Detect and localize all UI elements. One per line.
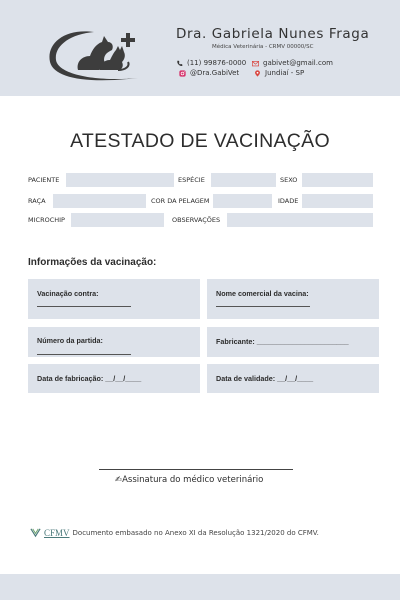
nome-comercial-label: Nome comercial da vacina: — [216, 289, 309, 298]
idade-field[interactable] — [302, 194, 373, 208]
document-title: ATESTADO DE VACINAÇÃO — [70, 130, 330, 152]
card-vacinacao-contra[interactable] — [28, 279, 200, 319]
vacinacao-contra-label: Vacinação contra: — [37, 289, 99, 298]
cfmv-logo-icon — [30, 527, 41, 538]
doctor-credential: Médica Veterinária - CRMV 00000/SC — [212, 44, 314, 50]
location-text: Jundiaí - SP — [265, 69, 305, 77]
header-band — [0, 0, 400, 96]
instagram-icon — [179, 70, 186, 77]
vacinacao-contra-line — [37, 306, 131, 307]
numero-partida-label: Número da partida: — [37, 336, 103, 345]
contact-instagram — [179, 69, 239, 77]
bottom-band — [0, 574, 400, 600]
email-text: gabivet@gmail.com — [263, 59, 333, 67]
label-especie: ESPÉCIE — [178, 176, 205, 184]
fabricante-label: Fabricante: _______________________ — [216, 337, 349, 346]
contact-phone — [176, 59, 246, 67]
label-cor-pelagem: COR DA PELAGEM — [151, 197, 210, 205]
data-validade-label: Data de validade: __/__/____ — [216, 374, 314, 383]
label-raca: RAÇA — [28, 197, 46, 205]
label-idade: IDADE — [278, 197, 299, 205]
phone-text: (11) 99876-0000 — [187, 59, 247, 67]
numero-partida-line — [37, 354, 131, 355]
label-sexo: SEXO — [280, 176, 298, 184]
footer-note — [30, 527, 319, 538]
observacoes-field[interactable] — [227, 213, 373, 227]
phone-icon — [176, 60, 183, 67]
card-numero-partida[interactable] — [28, 327, 200, 357]
especie-field[interactable] — [211, 173, 276, 187]
cfmv-logo-text: CFMV — [44, 527, 70, 538]
raca-field[interactable] — [53, 194, 146, 208]
signature-line — [99, 469, 293, 470]
mail-icon — [252, 60, 259, 67]
card-data-fabricacao[interactable] — [28, 364, 200, 393]
plus-icon — [121, 33, 135, 47]
paw-logo-icon — [42, 22, 146, 86]
card-nome-comercial[interactable] — [207, 279, 379, 319]
section-title: Informações da vacinação: — [28, 257, 157, 268]
doctor-name: Dra. Gabriela Nunes Fraga — [176, 26, 370, 42]
signature-label: ✍Assinatura do médico veterinário — [115, 475, 264, 485]
footer-note-text: Documento embasado no Anexo XI da Resolução 1321/2020 do CFMV. — [72, 528, 319, 537]
location-pin-icon — [254, 70, 261, 77]
microchip-field[interactable] — [71, 213, 164, 227]
cor-pelagem-field[interactable] — [213, 194, 272, 208]
card-data-validade[interactable] — [207, 364, 379, 393]
label-paciente: PACIENTE — [28, 176, 60, 184]
contact-location — [254, 69, 304, 77]
contact-email — [252, 59, 333, 67]
label-microchip: MICROCHIP — [28, 216, 65, 224]
label-observacoes: OBSERVAÇÕES — [172, 216, 221, 224]
data-fabricacao-label: Data de fabricação: __/__/____ — [37, 374, 142, 383]
sexo-field[interactable] — [302, 173, 373, 187]
instagram-text: @Dra.GabiVet — [190, 69, 240, 77]
paciente-field[interactable] — [66, 173, 174, 187]
nome-comercial-line — [216, 306, 310, 307]
card-fabricante[interactable] — [207, 327, 379, 357]
